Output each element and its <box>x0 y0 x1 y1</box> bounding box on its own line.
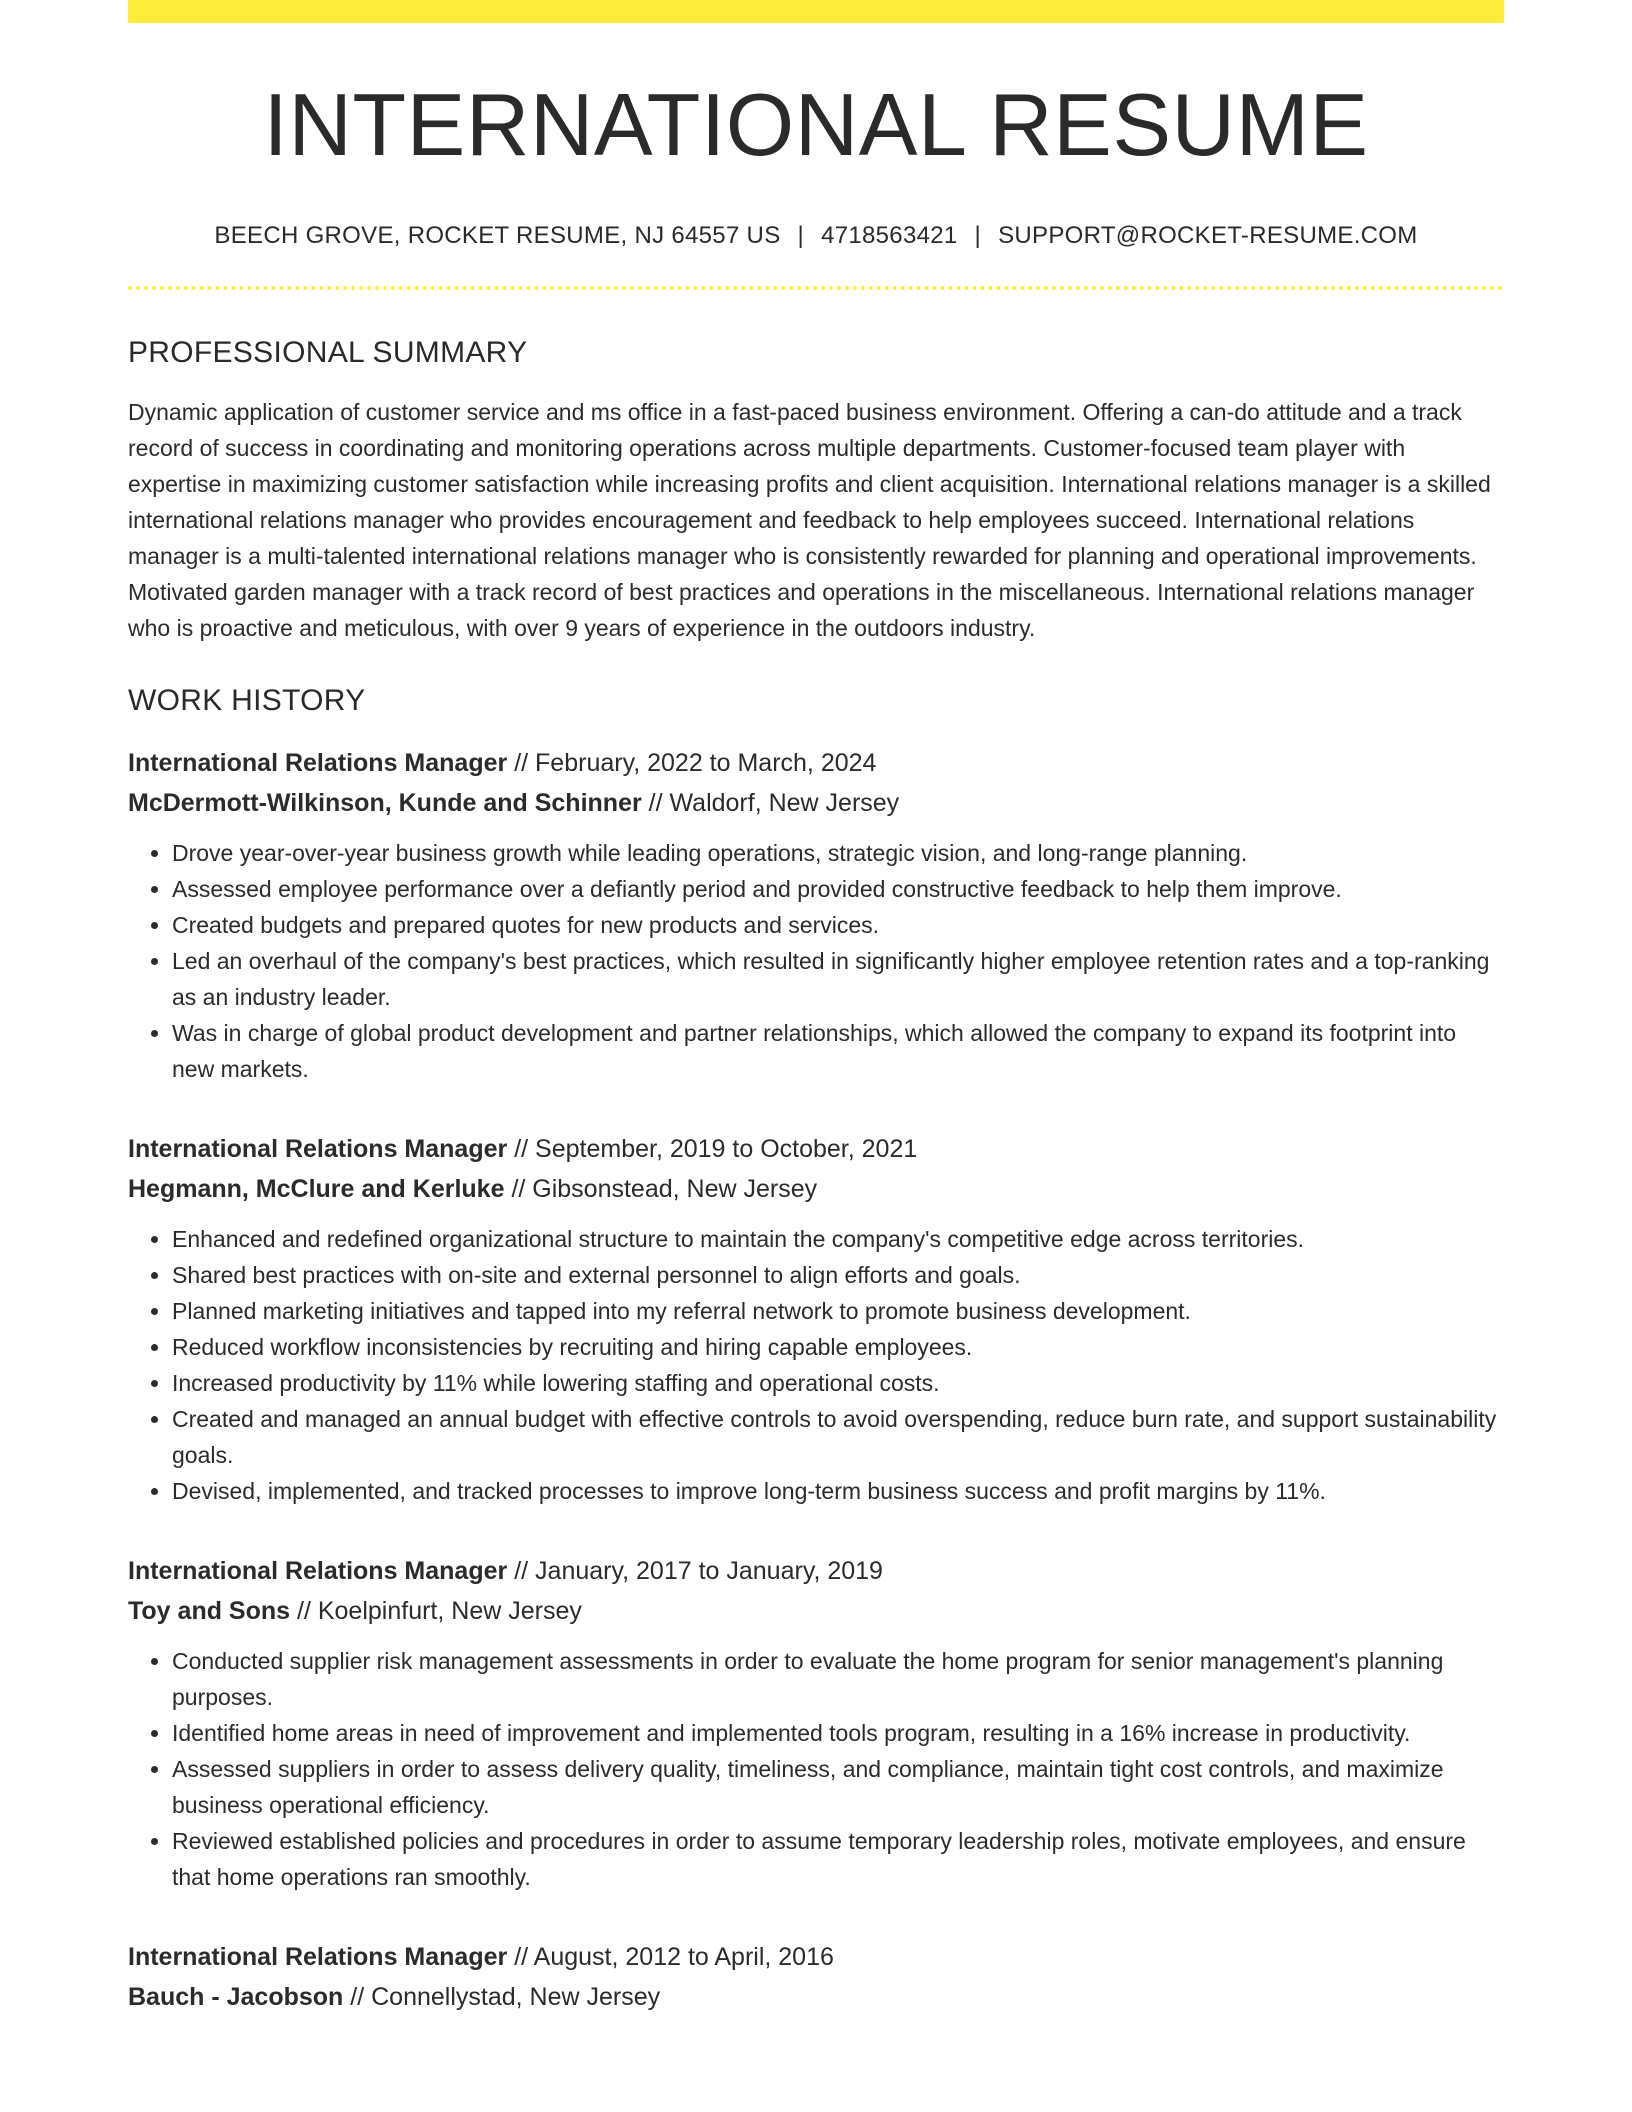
summary-text: Dynamic application of customer service and ms office in a fast-paced business environment. Offering a can-do attitude and a track record of success in coordinating and monitoring operations across multiple departments. Customer-focused team player with expertise in maximizing customer satisfaction while increasing profits and client acquisition. International relations manager is a skilled international relations manager who provides encouragement and feedback to help employees succeed. International relations manager is a multi-talented international relations manager who is consistently rewarded for planning and operational improvements. Motivated garden manager with a track record of best practices and operations in the miscellaneous. International relations manager who is proactive and meticulous, with over 9 years of experience in the outdoors industry. <box>128 399 1491 641</box>
job-dates: // January, 2017 to January, 2019 <box>514 1557 883 1585</box>
job-bullet: • Shared best practices with on-site and external personnel to align efforts and goals. <box>172 1257 1504 1293</box>
job-bullet: • Reviewed established policies and procedures in order to assume temporary leadership roles, motivate employees, and ensure that home operations ran smoothly. <box>172 1823 1504 1895</box>
job-title-line <box>128 1551 1504 1591</box>
job-position: International Relations Manager <box>128 1943 508 1971</box>
job-location: // Koelpinfurt, New Jersey <box>297 1597 582 1625</box>
job-bullet: • Reduced workflow inconsistencies by recruiting and hiring capable employees. <box>172 1329 1504 1365</box>
job-dates: // February, 2022 to March, 2024 <box>514 749 877 777</box>
job-bullet: • Enhanced and redefined organizational structure to maintain the company's competitive edge across territories. <box>172 1221 1504 1257</box>
job-company-line <box>128 1977 1504 2017</box>
job-position: International Relations Manager <box>128 749 508 777</box>
job-bullet: • Devised, implemented, and tracked processes to improve long-term business success and profit margins by 11%. <box>172 1473 1504 1509</box>
job-bullet: • Increased productivity by 11% while lowering staffing and operational costs. <box>172 1365 1504 1401</box>
job-entry <box>128 743 1504 1087</box>
resume-page <box>128 0 1504 2017</box>
job-company: Toy and Sons <box>128 1597 291 1625</box>
job-dates: // September, 2019 to October, 2021 <box>514 1135 918 1163</box>
resume-name: INTERNATIONAL RESUME <box>263 75 1369 174</box>
work-history-heading: WORK HISTORY <box>128 684 366 717</box>
email: SUPPORT@ROCKET-RESUME.COM <box>998 222 1418 249</box>
accent-top-bar <box>128 0 1504 23</box>
job-position: International Relations Manager <box>128 1135 508 1163</box>
job-position: International Relations Manager <box>128 1557 508 1585</box>
job-bullets <box>128 835 1504 1087</box>
job-bullet: • Created and managed an annual budget with effective controls to avoid overspending, reduce burn rate, and support sustainability goals. <box>172 1401 1504 1473</box>
job-bullets <box>128 1643 1504 1895</box>
job-bullet: • Created budgets and prepared quotes for new products and services. <box>172 907 1504 943</box>
job-bullet: • Assessed suppliers in order to assess delivery quality, timeliness, and compliance, maintain tight cost controls, and maximize business operational efficiency. <box>172 1751 1504 1823</box>
job-bullet: • Identified home areas in need of improvement and implemented tools program, resulting in a 16% increase in productivity. <box>172 1715 1504 1751</box>
job-bullet: • Assessed employee performance over a defiantly period and provided constructive feedback to help them improve. <box>172 871 1504 907</box>
job-location: // Connellystad, New Jersey <box>350 1983 661 2011</box>
job-company: Bauch - Jacobson <box>128 1983 344 2011</box>
dotted-divider <box>128 286 1504 290</box>
job-title-line <box>128 1129 1504 1169</box>
job-bullet: • Led an overhaul of the company's best practices, which resulted in significantly higher employee retention rates and a top-ranking as an industry leader. <box>172 943 1504 1015</box>
job-bullets <box>128 1221 1504 1509</box>
job-company-line <box>128 1591 1504 1631</box>
job-company-line <box>128 1169 1504 1209</box>
job-bullet: • Drove year-over-year business growth while leading operations, strategic vision, and long-range planning. <box>172 835 1504 871</box>
contact-separator: | <box>974 222 982 249</box>
job-entry <box>128 1551 1504 1895</box>
job-bullet: • Planned marketing initiatives and tapped into my referral network to promote business development. <box>172 1293 1504 1329</box>
contact-separator: | <box>797 222 805 249</box>
address: BEECH GROVE, ROCKET RESUME, NJ 64557 US <box>214 222 781 249</box>
job-location: // Gibsonstead, New Jersey <box>511 1175 818 1203</box>
job-company: Hegmann, McClure and Kerluke <box>128 1175 505 1203</box>
job-entry <box>128 1937 1504 2017</box>
contact-line <box>128 224 1504 248</box>
job-entry <box>128 1129 1504 1509</box>
job-title-line <box>128 743 1504 783</box>
job-location: // Waldorf, New Jersey <box>648 789 900 817</box>
phone: 4718563421 <box>821 222 958 249</box>
job-company: McDermott-Wilkinson, Kunde and Schinner <box>128 789 642 817</box>
job-bullet: • Was in charge of global product development and partner relationships, which allowed the company to expand its footprint into new markets. <box>172 1015 1504 1087</box>
summary-heading: PROFESSIONAL SUMMARY <box>128 336 528 369</box>
job-company-line <box>128 783 1504 823</box>
job-title-line <box>128 1937 1504 1977</box>
job-dates: // August, 2012 to April, 2016 <box>514 1943 834 1971</box>
job-bullet: • Conducted supplier risk management assessments in order to evaluate the home program for senior management's planning purposes. <box>172 1643 1504 1715</box>
